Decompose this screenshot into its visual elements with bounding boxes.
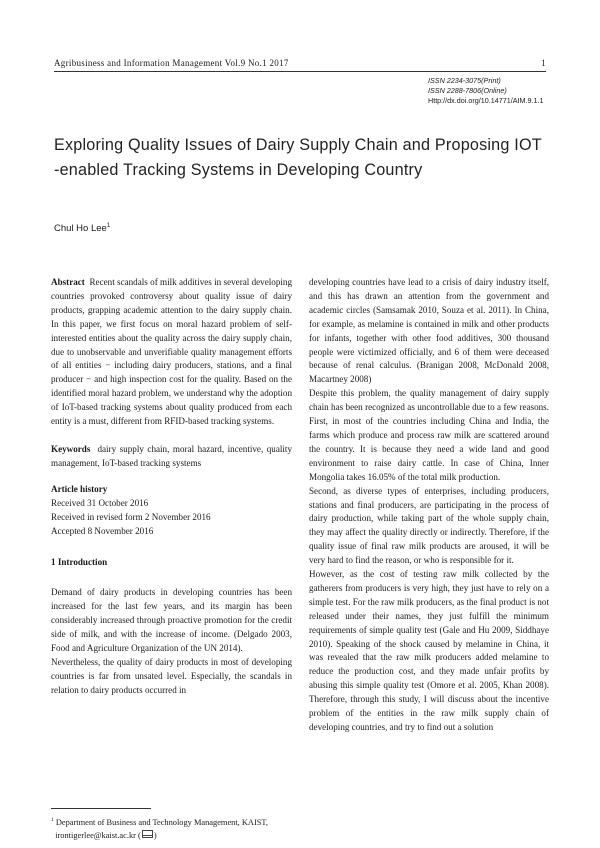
title-line-2: -enabled Tracking Systems in Developing Country (54, 161, 423, 179)
history-revised: Received in revised form 2 November 2016 (51, 511, 211, 522)
right-paragraph-3: Second, as diverse types of enterprises, including producers, stations and final producers, are participating in the process of dairy production, while taking part of the whole supply chain, they may affect the quality directly or indirectly. Therefore, if the quality issue of final raw milk products are aroused, it will be very hard to find the reason, or who is responsible for it. (309, 485, 549, 566)
abstract (51, 276, 292, 429)
history-label: Article history (51, 483, 108, 494)
paper-title (54, 133, 546, 183)
footnote-mark: 1 (51, 817, 54, 823)
keywords-text: dairy supply chain, moral hazard, incentive, quality management, IoT-based tracking systems (51, 443, 292, 468)
footnote: $^1$ Department of Business and Technology Management, KAIST, irontigerlee@kaist.ac.kr ( ) (51, 817, 268, 840)
issn-print: ISSN 2234-3075(Print) (428, 76, 501, 85)
author-mark: 1 (106, 223, 111, 229)
mail-icon (142, 830, 153, 838)
issn-block (428, 76, 560, 106)
page-number: 1 (541, 58, 546, 68)
intro-paragraph-1: Demand of dairy products in developing countries has been increased for the last few years, and its margin has been considerably increased through proactive promotion for the credit side of milk, and with the increase of income. (Delgado 2003, Food and Agriculture Organization of the UN 2014). (51, 587, 292, 653)
history-accepted: Accepted 8 November 2016 (51, 525, 154, 536)
right-column (309, 276, 549, 735)
history-received: Received 31 October 2016 (51, 497, 149, 508)
doi-link[interactable]: Http://dx.doi.org/10.14771/AIM.9.1.1 (428, 96, 544, 105)
keywords-label: Keywords (51, 443, 91, 454)
intro-paragraph-2: Nevertheless, the quality of dairy products in most of developing countries is far from unsated level. Especially, the scandals in relation to dairy products occurred in (51, 656, 292, 695)
author-name: Chul Ho Lee (54, 223, 107, 235)
right-paragraph-4: However, as the cost of testing raw milk collected by the gatherers from producers is very high, they just have to rely on a simple test. For the raw milk producers, as the final product is not released under their names, they just fulfill the minimum requirements of simple quality test (Gale and Hu 2009, Siddhaye 2010). Speaking of the shock caused by melamine in China, it was revealed that the raw milk producers added melamine to reduce the production cost, and they made unfair profits by abusing this simple quality test (Omore et al. 2005, Khan 2008). Therefore, through this study, I will discuss about the incentive problem of the entities in the raw milk supply chain of developing countries, and try to find out a solution (309, 569, 549, 732)
running-header (54, 58, 546, 72)
section-heading-introduction: 1 Introduction (51, 557, 108, 568)
abstract-text: Recent scandals of milk additives in several developing countries provoked controversy about quality issue of dairy products, grapping academic attention to the dairy supply chain. In this paper, we first focus on moral hazard problem of self-interested entities about the quality across the dairy supply chain, due to unobservable and unverifiable quality management efforts of all entities − including dairy producers, stations, and a final producer − and high inspection cost for the quality. Based on the identified moral hazard problem, we understand why the adoption of IoT-based tracking systems about quality produced from each entity is a must, different from RFID-based tracking systems. (51, 277, 293, 427)
keywords (51, 443, 292, 471)
issn-online: ISSN 2288-7806(Online) (428, 86, 507, 95)
author (54, 223, 110, 234)
footnote-email[interactable]: irontigerlee@kaist.ac.kr (55, 830, 136, 840)
title-line-1: Exploring Quality Issues of Dairy Supply Chain and Proposing IOT (54, 136, 542, 154)
journal-name: Agribusiness and Information Management Vol.9 No.1 2017 (54, 58, 289, 68)
footnote-affiliation: Department of Business and Technology Management, KAIST, (55, 817, 268, 827)
header-rule (54, 71, 546, 72)
abstract-label: Abstract (51, 277, 85, 287)
left-column (51, 276, 292, 698)
right-paragraph-2: Despite this problem, the quality management of dairy supply chain has been recognized as uncontrollable due to a few reasons. First, in most of the countries including China and India, the farms which produce and process raw milk are scattered around the country. It is because they need a wide land and good environment to raise dairy cattle. In case of China, Inner Mongolia takes 16.05% of the total milk production. (309, 388, 549, 482)
footnote-rule (51, 808, 151, 809)
right-paragraph-1: developing countries have lead to a crisis of dairy industry itself, and this has drawn an attention from the government and academic circles (Samsamak 2010, Souza et al. 2011). In China, for example, as melamine is contained in milk and other products for infants, together with other food additives, 300 thousand people were victimized officially, and 6 of them were deceased because of renal calculus. (Branigan 2008, McDonald 2008, Macartney 2008) (309, 277, 549, 385)
